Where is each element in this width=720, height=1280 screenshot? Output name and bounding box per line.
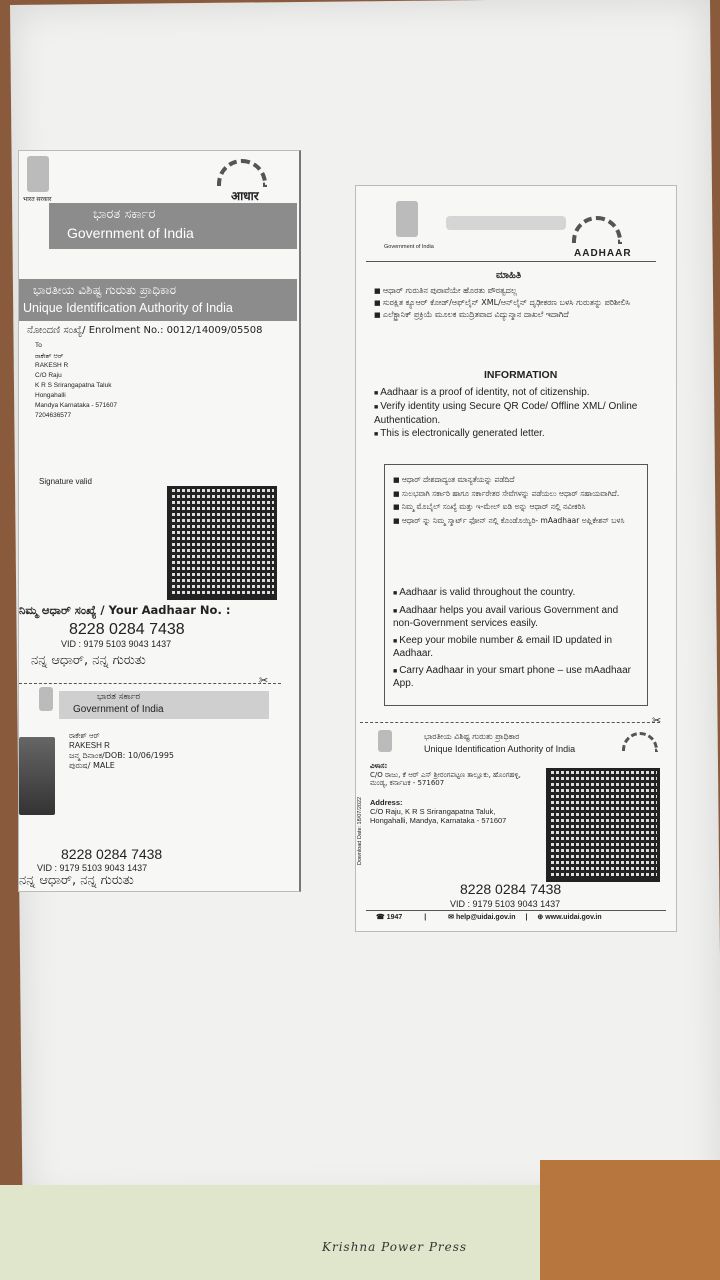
holder-details [69,731,174,771]
uidai-en: Unique Identification Authority of India [424,744,576,754]
vid-number: VID : 9179 5103 9043 1437 [450,899,561,909]
your-aadhaar-label: ನಿಮ್ಮ ಆಧಾರ್ ಸಂಖ್ಯೆ / Your Aadhaar No. : [19,603,231,617]
helpline: 1947 [386,914,403,921]
aadhaar-logo-text: आधार [231,189,259,203]
info-item: ■ This is electronically generated letter. [374,427,659,441]
table-corner [540,1160,720,1280]
address-label: Address: [370,798,403,807]
aadhaar-logo-text: AADHAAR [574,248,632,259]
aadhaar-number: 8228 0284 7438 [460,881,562,897]
bottom-paper [0,1185,560,1280]
slogan: ನನ್ನ ಆಧಾರ್, ನನ್ನ ಗುರುತು [31,653,146,668]
cut-line [19,683,281,684]
info-kn-item: ■ ಸುರಕ್ಷಿತ ಕ್ಯೂಆರ್ ಕೋಡ್/ಆಫ್‌ಲೈನ್ XML/ಆನ್‌ಲೈನ್ ದೃಢೀಕರಣ ಬಳಸಿ ಗುರುತನ್ನು ಪರಿಶೀಲಿಸಿ [374,298,654,308]
emblem-icon [39,687,53,711]
info-list [374,386,659,441]
aadhaar-logo-icon [217,159,267,187]
emblem-icon [27,156,49,192]
address-line: RAKESH R [35,362,69,369]
holder-name: RAKESH R [69,741,110,750]
web-icon: ⊕ [537,914,546,921]
footer: ☎ 1947 | ✉ help@uidai.gov.in | ⊕ www.uidai.gov.in [376,914,602,921]
emblem-caption: भारत सरकार [23,197,52,203]
slogan-card: ನನ್ನ ಆಧಾರ್, ನನ್ನ ಗುರುತು [19,873,134,888]
aadhaar-logo-icon [622,732,658,752]
address-line: C/O Raju [35,372,62,379]
emblem-icon [378,730,392,752]
cut-line [360,722,660,723]
address-kn-label: ವಿಳಾಸ: [370,762,388,770]
address-line: Mandya Karnataka - 571607 [35,402,118,409]
address-line: ರಾಕೇಶ್ ಆರ್ [35,352,64,360]
box-kn-item: ■ ಆಧಾರ್ ದೇಶದಾದ್ಯಂತ ಮಾನ್ಯತೆಯನ್ನು ಪಡೆದಿದೆ [393,475,638,486]
email: help@uidai.gov.in [455,914,516,921]
address-line: To [35,342,42,349]
header-rule [366,261,656,262]
govt-en: Government of India [73,704,164,715]
header-blur [446,216,566,230]
box-list [393,587,638,691]
govt-band [49,203,297,249]
info-kn-list [374,286,654,320]
info-item: ■ Verify identity using Secure QR Code/ Offline XML/ Online Authentication. [374,400,659,427]
uidai-band [19,279,297,321]
emblem-icon [396,201,418,237]
aadhaar-number-card: 8228 0284 7438 [61,846,163,862]
uidai-kn: ಭಾರತೀಯ ವಿಶಿಷ್ಟ ಗುರುತು ಪ್ರಾಧಿಕಾರ [33,283,177,297]
govt-en: Government of India [67,225,194,241]
address-kn-block [370,762,530,788]
govt-kn: ಭಾರತ ಸರ್ಕಾರ [93,207,156,222]
govt-kn: ಭಾರತ ಸರ್ಕಾರ [97,692,141,702]
qr-code [167,486,277,600]
uidai-kn: ಭಾರತೀಯ ವಿಶಿಷ್ಟ ಗುರುತು ಪ್ರಾಧಿಕಾರ [424,732,520,741]
address-block [35,341,117,421]
scissors-icon: ✂ [259,675,269,687]
holder-name-kn: ರಾಕೇಶ್ ಆರ್ [69,732,100,740]
handwritten-note: Krishna Power Press [322,1240,468,1254]
holder-photo [19,737,55,815]
uidai-en: Unique Identification Authority of India [23,301,233,315]
info-title: INFORMATION [484,369,558,381]
address-kn: C/O ರಾಜು, ಕೆ ಆರ್ ಎಸ್ ಶ್ರೀರಂಗಪಟ್ಟಣ ತಾಲ್ಲೂಕು, ಹೊಂಗಹಳ್ಳಿ, ಮಂಡ್ಯ, ಕರ್ನಾಟಕ - 571607 [370,770,521,787]
info-kn-item: ■ ಎಲೆಕ್ಟ್ರಾನಿಕ್ ಪ್ರಕ್ರಿಯೆ ಮೂಲಕ ಮುದ್ರಿತವಾದ ವಿದ್ಯುನ್ಮಾನ ದಾಖಲೆ ಇದಾಗಿದೆ [374,310,654,320]
box-item: ■ Carry Aadhaar in your smart phone – use mAadhaar App. [393,665,638,691]
download-date: Download Date: 18/07/2022 [357,796,364,866]
info-kn-item: ■ ಆಧಾರ್ ಗುರುತಿನ ಪುರಾವೆಯೇ ಹೊರತು ಪೌರತ್ವದಲ್ಲ [374,286,654,296]
holder-dob: ಜನ್ಮ ದಿನಾಂಕ/DOB: 10/06/1995 [69,751,175,760]
address-block [370,798,530,825]
scissors-icon: ✂ [652,715,662,727]
aadhaar-number: 8228 0284 7438 [69,621,185,638]
vid-number: VID : 9179 5103 9043 1437 [61,639,172,649]
qr-code [546,768,660,882]
info-item: ■ Aadhaar is a proof of identity, not of citizenship. [374,386,659,400]
box-kn-item: ■ ಸುಲಭವಾಗಿ ಸರ್ಕಾರಿ ಹಾಗೂ ಸರ್ಕಾರೇತರ ಸೇವೆಗಳನ್ನು ಪಡೆಯಲು ಆಧಾರ್ ಸಹಾಯವಾಗಿದೆ. [393,489,638,500]
aadhaar-logo-icon [572,216,622,244]
box-item: ■ Keep your mobile number & email ID updated in Aadhaar. [393,635,638,661]
address-line: Hongahalli [35,392,66,399]
holder-gender: ಪುರುಷ/ MALE [69,761,115,770]
mail-icon: ✉ [448,914,456,921]
enrolment-number: ನೋಂದಣಿ ಸಂಖ್ಯೆ/ Enrolment No.: 0012/14009/05508 [27,325,263,336]
signature-valid: Signature valid [39,477,92,486]
address: C/O Raju, K R S Srirangapatna Taluk, Hongahalli, Mandya, Karnataka - 571607 [370,807,507,825]
footer-rule [366,910,666,911]
website: www.uidai.gov.in [545,914,602,921]
box-kn-list [393,475,638,526]
address-line: 7204636577 [35,412,72,419]
address-line: K R S Srirangapatna Taluk [35,382,112,389]
box-kn-item: ■ ನಿಮ್ಮ ಮೊಬೈಲ್ ಸಂಖ್ಯೆ ಮತ್ತು ಇ-ಮೇಲ್ ಐಡಿ ಅನ್ನು ಆಧಾರ್ ನಲ್ಲಿ ನವೀಕರಿಸಿ [393,502,638,513]
aadhaar-letter-right [355,185,677,932]
box-kn-item: ■ ಆಧಾರ್ ನ್ನು ನಿಮ್ಮ ಸ್ಮಾರ್ಟ್ ಫೋನ್ ನಲ್ಲಿ ಕೊಂಡೊಯ್ಯಿರಿ- mAadhaar ಅಪ್ಲಿಕೇಶನ್ ಬಳಸಿ [393,516,638,527]
box-item: ■ Aadhaar is valid throughout the country. [393,587,638,601]
govt-band-small [59,691,269,719]
info-kn-title: ಮಾಹಿತಿ [496,270,522,281]
box-item: ■ Aadhaar helps you avail various Government and non-Government services easily. [393,605,638,631]
vid-number-card: VID : 9179 5103 9043 1437 [37,863,148,873]
emblem-caption: Government of India [384,244,434,250]
phone-icon: ☎ [376,914,387,921]
info-box [384,464,648,706]
aadhaar-letter-left [18,150,301,892]
